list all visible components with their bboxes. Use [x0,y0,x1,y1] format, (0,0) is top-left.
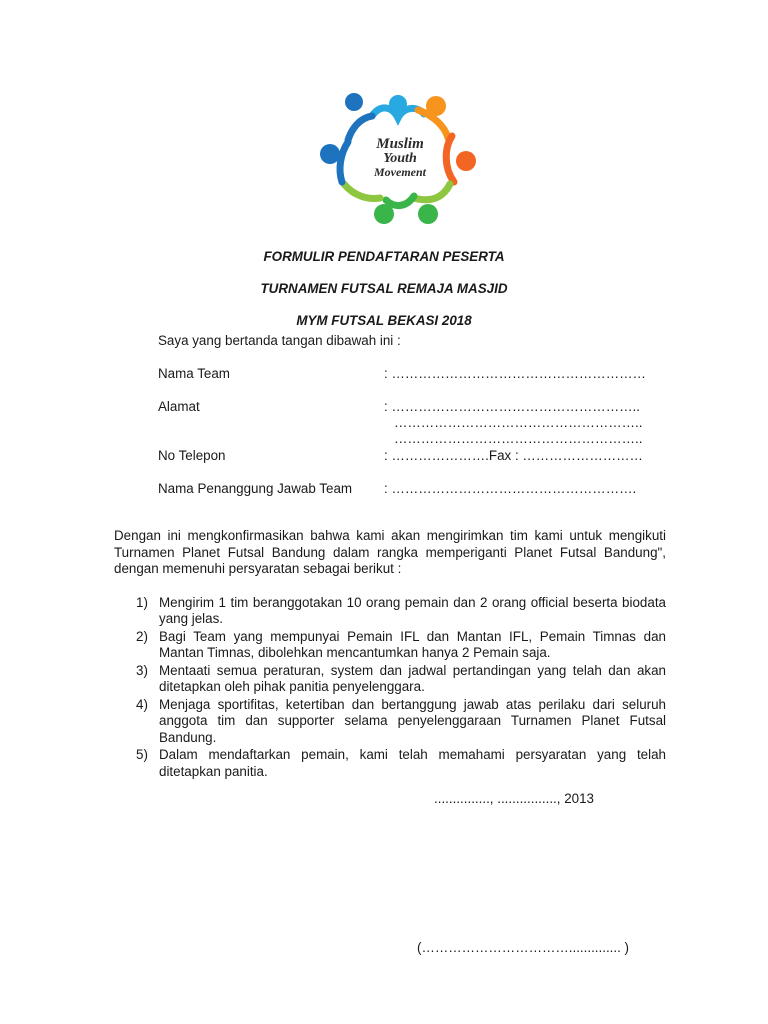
address-field-line1[interactable]: : ……………………………………………….. [384,399,640,414]
list-item-number: 4) [136,697,148,712]
list-item [114,697,666,746]
address-field-line3[interactable]: ……………………………………………….. [394,431,643,446]
requirements-list [114,595,666,781]
muslim-youth-movement-logo [314,84,480,230]
team-responsible-field[interactable]: : ………………………………………………. [384,481,637,496]
list-item-text: Menjaga sportifitas, ketertiban dan bertanggung jawab atas perilaku dari seluruh anggota tim dan supporter selama penyelenggaraan Turnamen Planet Futsal Bandung. [159,697,666,745]
address-field-line2[interactable]: ……………………………………………….. [394,415,643,430]
list-item-number: 2) [136,629,148,644]
team-name-label: Nama Team [158,366,230,381]
list-item-text: Mengirim 1 tim beranggotakan 10 orang pemain dan 2 orang official beserta biodata yang jelas. [159,595,666,627]
list-item-text: Mentaati semua peraturan, system dan jadwal pertandingan yang telah dan akan ditetapkan oleh pihak panitia penyelenggara. [159,663,666,695]
list-item-number: 5) [136,747,148,763]
logo-text-line1: Muslim [376,136,424,152]
phone-fax-field[interactable]: : ………………….Fax : ……………………… [384,448,643,463]
date-line[interactable]: ..............., ................, 2013 [434,791,595,806]
intro-text: Saya yang bertanda tangan dibawah ini : [158,333,401,348]
list-item-text: Bagi Team yang mempunyai Pemain IFL dan Mantan IFL, Pemain Timnas dan Mantan Timnas, dibolehkan mencantumkan hanya 2 Pemain saja. [159,629,666,661]
tournament-title: TURNAMEN FUTSAL REMAJA MASJID [260,281,508,296]
list-item-text: Dalam mendaftarkan pemain, kami telah memahami persyaratan yang telah ditetapkan panitia. [159,747,666,779]
list-item [114,747,666,780]
event-title: MYM FUTSAL BEKASI 2018 [296,313,472,328]
signature-line[interactable]: (…………………………….............. ) [417,940,630,955]
team-name-field[interactable]: : ………………………………………………… [384,366,646,381]
logo-text-line2: Youth [383,151,417,166]
logo-graphic [314,84,480,230]
list-item [114,629,666,662]
address-label: Alamat [158,399,200,414]
list-item-number: 1) [136,595,148,610]
list-item [114,595,666,628]
confirmation-paragraph: Dengan ini mengkonfirmasikan bahwa kami akan mengirimkan tim kami untuk mengikuti Turnamen Planet Futsal Bandung dalam rangka memperiganti Planet Futsal Bandung", dengan memenuhi persyaratan sebagai berikut : [114,528,666,577]
form-title: FORMULIR PENDAFTARAN PESERTA [263,249,505,264]
list-item-number: 3) [136,663,148,678]
list-item [114,663,666,696]
phone-label: No Telepon [158,448,226,463]
team-responsible-label: Nama Penanggung Jawab Team [158,481,353,496]
logo-text-line3: Movement [374,165,426,179]
